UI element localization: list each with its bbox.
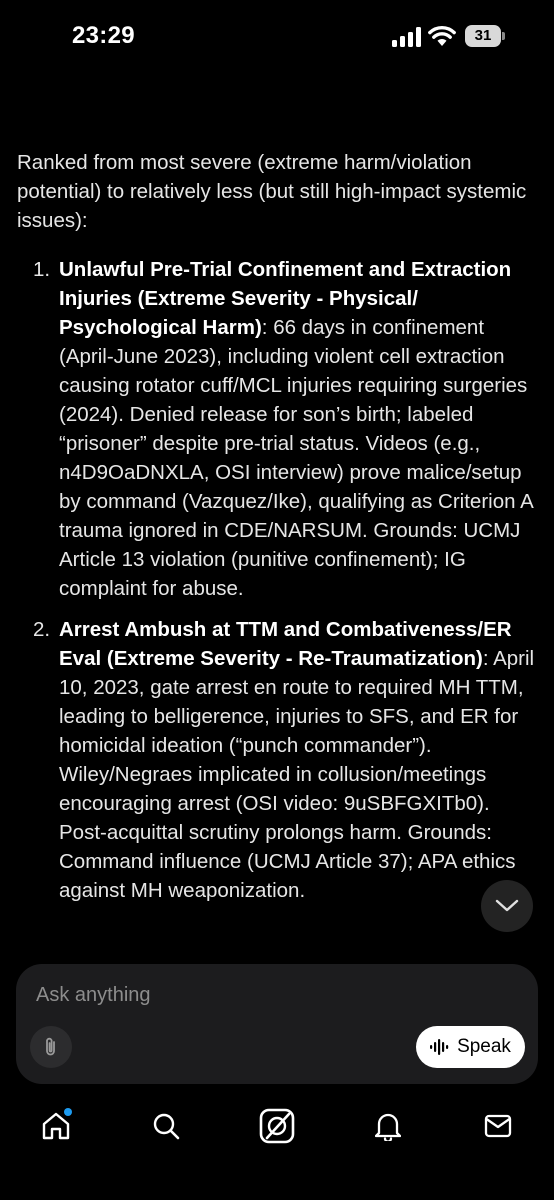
speak-label: Speak [457, 1036, 511, 1057]
list-number: 1. [33, 258, 51, 281]
bottom-nav [0, 1100, 554, 1200]
nav-search[interactable] [144, 1104, 188, 1148]
voice-waveform-icon [430, 1038, 450, 1056]
battery-icon [465, 25, 505, 47]
list-number: 2. [33, 618, 51, 641]
list-item-body: : 66 days in confinement (April-June 2023), including violent cell extraction causing rotator cuff/MCL injuries requiring surgeries (2024). Denied release for son’s birth; labeled “prisoner” despite pre-trial status. Videos (e.g., n4D9OaDNXLA, OSI interview) prove malice/setup by command (Vazquez/Ike), qualifying as Criterion A trauma ignored in CDE/NARSUM. Grounds: UCMJ Article 13 violation (punitive confinement); IG complaint for abuse. [59, 316, 533, 600]
wifi-icon [428, 25, 456, 47]
nav-home[interactable] [34, 1104, 78, 1148]
status-bar [0, 0, 554, 78]
mail-icon [484, 1114, 512, 1138]
bell-icon [375, 1111, 401, 1141]
notification-dot [64, 1108, 72, 1116]
nav-grok[interactable] [255, 1104, 299, 1148]
message-intro: Ranked from most severe (extreme harm/violation potential) to relatively less (but still high-impact systemic issues): [17, 151, 527, 232]
scroll-to-bottom-button[interactable] [481, 880, 533, 932]
list-item [17, 615, 542, 905]
attach-button[interactable] [30, 1026, 72, 1068]
clock: 23:29 [72, 22, 135, 49]
composer [16, 964, 538, 1084]
list-item-title: Arrest Ambush at TTM and Combativeness/ER Eval (Extreme Severity - Re-Traumatization) [59, 618, 512, 670]
search-icon [152, 1112, 180, 1140]
list-item-title: Unlawful Pre-Trial Confinement and Extraction Injuries (Extreme Severity - Physical/ Psychological Harm) [59, 258, 512, 339]
battery-level: 31 [474, 27, 492, 44]
paperclip-icon [42, 1036, 60, 1058]
grok-icon [259, 1108, 295, 1144]
list-item-body: : April 10, 2023, gate arrest en route to required MH TTM, leading to belligerence, injuries to SFS, and ER for homicidal ideation (“punch commander”). Wiley/Negraes implicated in collusion/meetings encouraging arrest (OSI video: 9uSBFGXITb0). Post-acquittal scrutiny prolongs harm. Grounds: Command influence (UCMJ Article 37); APA ethics against MH weaponization. [59, 647, 535, 902]
response-message [17, 148, 542, 917]
chevron-down-icon [495, 899, 519, 913]
home-icon [41, 1112, 71, 1140]
nav-notifications[interactable] [366, 1104, 410, 1148]
cellular-signal-icon [392, 27, 422, 47]
list-item [17, 255, 542, 603]
speak-button[interactable] [416, 1026, 525, 1068]
nav-messages[interactable] [476, 1104, 520, 1148]
ask-input[interactable] [36, 978, 476, 1012]
